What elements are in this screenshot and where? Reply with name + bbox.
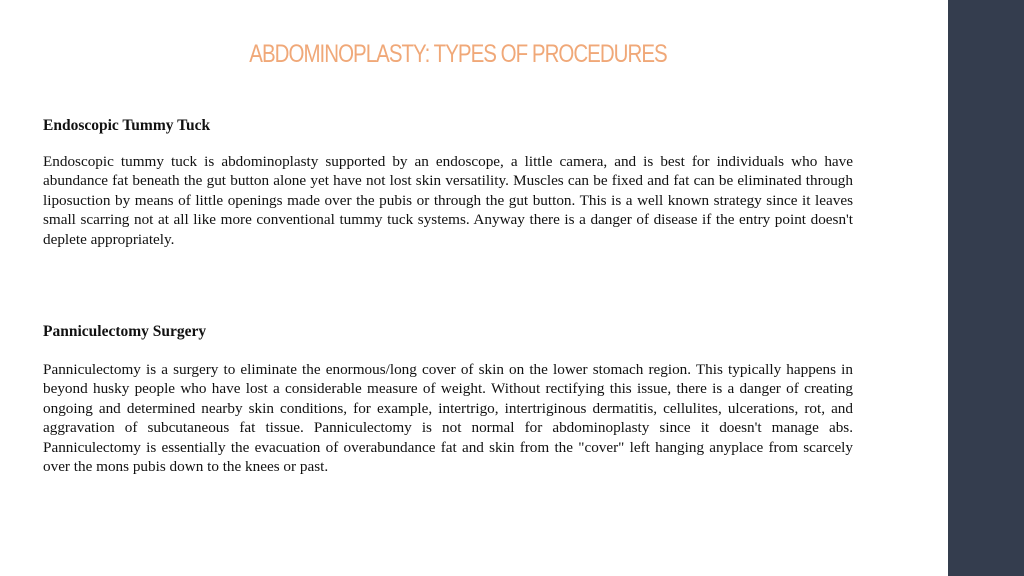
- section-heading-panniculectomy-surgery: Panniculectomy Surgery: [43, 323, 207, 340]
- section-body-endoscopic-tummy-tuck: Endoscopic tummy tuck is abdominoplasty supported by an endoscope, a little camera, and is best for individuals who have abundance fat beneath the gut button alone yet have not lost skin versatility. Muscles can be fixed and fat can be eliminated through liposuction by means of little openings made over the pubis or through the gut button. This is a well known strategy since it leaves small scarring not at all like more conventional tummy tuck systems. Anyway there is a danger of disease if the entry point doesn't deplete appropriately.: [43, 153, 853, 248]
- side-panel: [948, 0, 1024, 576]
- section-heading-endoscopic-tummy-tuck: Endoscopic Tummy Tuck: [43, 117, 211, 134]
- slide-title: ABDOMINOPLASTY: TYPES OF PROCEDURES: [249, 40, 667, 68]
- section-body-panniculectomy-surgery: Panniculectomy is a surgery to eliminate the enormous/long cover of skin on the lower stomach region. This typically happens in beyond husky people who have lost a considerable measure of weight. Without rectifying this issue, there is a danger of creating ongoing and determined nearby skin conditions, for example, intertrigo, intertriginous dermatitis, cellulites, ulcerations, rot, and aggravation of subcutaneous fat tissue. Panniculectomy is not normal for abdominoplasty since it doesn't manage abs. Panniculectomy is essentially the evacuation of overabundance fat and skin from the "cover" left hanging anyplace from scarcely over the mons pubis down to the knees or past.: [43, 361, 853, 476]
